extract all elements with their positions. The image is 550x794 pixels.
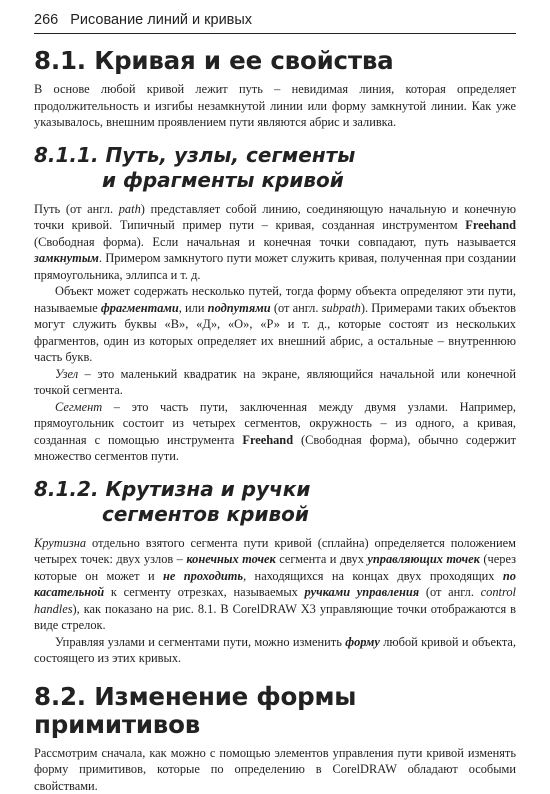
paragraph-primitives: Рассмотрим сначала, как можно с помощью элементов управления пути кривой изменять форму примитивов, которые по определению в CorelDRAW обладают особыми свойствами.: [34, 745, 516, 794]
paragraph-steepness: Крутизна отдельно взятого сегмента пути кривой (сплайна) определяется положением четырех точек: двух узлов – конечных точек сегмента и двух управляющих точек (через которые он может и не проходить, находящихся на концах двух проходящих по касательной к сегменту отрезках, называемых ручками управления (от англ. control handles), как показано на рис. 8.1. В CorelDRAW X3 управляющие точки отображаются в виде стрелок.: [34, 535, 516, 634]
subsection-heading-line1: 8.1.2. Крутизна и ручки: [34, 477, 310, 501]
chapter-title: Рисование линий и кривых: [70, 12, 252, 28]
page-number: 266: [34, 12, 58, 28]
section-heading-8-1: 8.1. Кривая и ее свойства: [34, 47, 516, 75]
subsection-heading-line1: 8.1.1. Путь, узлы, сегменты: [34, 143, 355, 167]
paragraph-curve-intro: В основе любой кривой лежит путь – невидимая линия, которая определяет продолжительность и изгибы незамкнутой линии или форму замкнутой линии. Как уже указывалось, внешним проявлением пути являются абрис и заливка.: [34, 81, 516, 131]
paragraph-fragments: Объект может содержать несколько путей, тогда форму объекта определяют эти пути, называемые фрагментами, или подпутями (от англ. subpath). Примерами таких объектов могут служить буквы «В», «Д», «О», «Р» и т. д., которые состоят из нескольких фрагментов, один из которых определяет их внешний абрис, а остальные – внутреннюю часть букв.: [34, 283, 516, 366]
subsection-heading-8-1-1: [34, 143, 516, 193]
paragraph-segment: Сегмент – это часть пути, заключенная между двумя узлами. Например, прямоугольник состоит из четырех сегментов, окружность – из одного, а кривая, созданная с помощью инструмента Freehand (Свободная форма), обычно содержит множество сегментов пути.: [34, 399, 516, 465]
subsection-heading-8-1-2: [34, 477, 516, 527]
paragraph-node: Узел – это маленький квадратик на экране, являющийся начальной или конечной точкой сегмента.: [34, 366, 516, 399]
running-header: [34, 12, 516, 34]
paragraph-shape-control: Управляя узлами и сегментами пути, можно изменить форму любой кривой и объекта, состоящего из этих кривых.: [34, 634, 516, 667]
subsection-heading-line2: сегментов кривой: [34, 502, 516, 527]
paragraph-path: Путь (от англ. path) представляет собой линию, соединяющую начальную и конечную точки кривой. Типичный пример пути – кривая, созданная инструментом Freehand (Свободная форма). Если начальная и конечная точки совпадают, путь называется замкнутым. Примером замкнутого пути может служить кривая, полученная при создании прямоугольника, эллипса и т. д.: [34, 201, 516, 284]
section-heading-8-2: 8.2. Изменение формы примитивов: [34, 683, 516, 739]
subsection-heading-line2: и фрагменты кривой: [34, 168, 516, 193]
